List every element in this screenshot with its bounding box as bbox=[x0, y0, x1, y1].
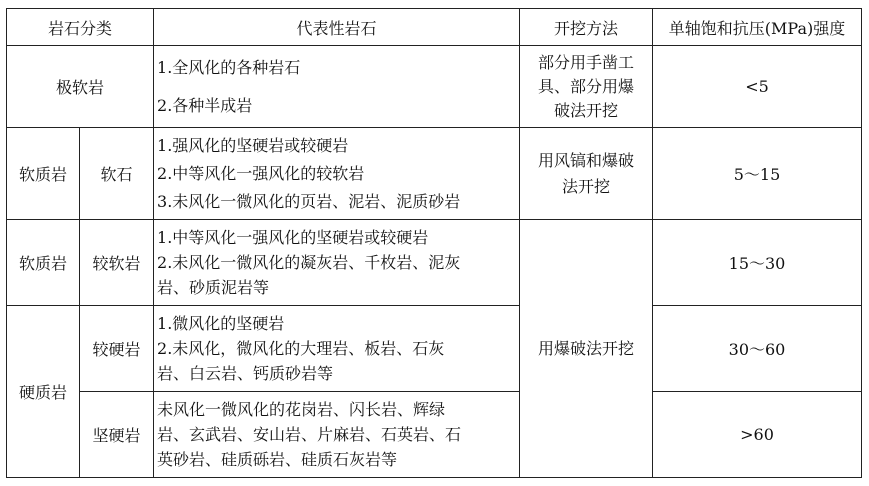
desc-line: 岩、白云岩、钙质砂岩等 bbox=[157, 364, 334, 383]
desc-line: 2.未风化一微风化的凝灰岩、千枚岩、泥灰 bbox=[157, 253, 461, 272]
method-line: 用风镐和爆破 bbox=[538, 150, 635, 170]
rock-subclass-cell: 较软岩 bbox=[80, 220, 154, 306]
header-excavation-method: 开挖方法 bbox=[520, 9, 653, 46]
header-row bbox=[7, 9, 862, 46]
strength-cell: 15～30 bbox=[653, 220, 862, 306]
rock-subclass-cell: 坚硬岩 bbox=[80, 392, 154, 478]
desc-line: 1.微风化的坚硬岩 bbox=[157, 314, 285, 333]
excavation-method-cell bbox=[520, 46, 653, 128]
desc-line: 1.中等风化一强风化的坚硬岩或较硬岩 bbox=[157, 228, 429, 247]
rock-class-cell: 硬质岩 bbox=[7, 306, 80, 478]
table-row bbox=[7, 220, 862, 306]
table-row bbox=[7, 46, 862, 128]
desc-line: 2.各种半成岩 bbox=[157, 95, 253, 115]
rock-class-cell: 软质岩 bbox=[7, 220, 80, 306]
desc-line: 未风化一微风化的花岗岩、闪长岩、辉绿 bbox=[157, 400, 446, 419]
header-rock-class: 岩石分类 bbox=[7, 9, 154, 46]
desc-line: 岩、砂质泥岩等 bbox=[157, 278, 270, 297]
desc-line: 2.中等风化一强风化的较软岩 bbox=[157, 163, 365, 183]
method-line: 破法开挖 bbox=[554, 100, 619, 120]
table-row bbox=[7, 392, 862, 478]
rock-class-cell: 极软岩 bbox=[7, 46, 154, 128]
strength-cell: 30～60 bbox=[653, 306, 862, 392]
table-row bbox=[7, 306, 862, 392]
desc-line: 2.未风化，微风化的大理岩、板岩、石灰 bbox=[157, 339, 445, 358]
representative-rock-cell bbox=[154, 220, 520, 306]
representative-rock-cell bbox=[154, 392, 520, 478]
rock-subclass-cell: 较硬岩 bbox=[80, 306, 154, 392]
table-row bbox=[7, 128, 862, 220]
method-line: 法开挖 bbox=[562, 176, 611, 196]
rock-subclass-cell: 软石 bbox=[80, 128, 154, 220]
method-line: 部分用手凿工 bbox=[538, 52, 635, 72]
strength-cell: 5～15 bbox=[653, 128, 862, 220]
excavation-method-cell bbox=[520, 128, 653, 220]
strength-cell: <5 bbox=[653, 46, 862, 128]
representative-rock-cell bbox=[154, 306, 520, 392]
excavation-method-cell: 用爆破法开挖 bbox=[520, 220, 653, 478]
desc-line: 1.强风化的坚硬岩或较硬岩 bbox=[157, 135, 349, 155]
desc-line: 3.未风化一微风化的页岩、泥岩、泥质砂岩 bbox=[157, 191, 461, 211]
rock-classification-table bbox=[6, 8, 862, 478]
table-wrapper bbox=[6, 8, 862, 478]
strength-cell: >60 bbox=[653, 392, 862, 478]
header-representative-rock: 代表性岩石 bbox=[154, 9, 520, 46]
rock-class-cell: 软质岩 bbox=[7, 128, 80, 220]
desc-line: 岩、玄武岩、安山岩、片麻岩、石英岩、石 bbox=[157, 425, 462, 444]
desc-line: 1.全风化的各种岩石 bbox=[157, 57, 301, 77]
representative-rock-cell bbox=[154, 46, 520, 128]
method-line: 具、部分用爆 bbox=[538, 76, 635, 96]
representative-rock-cell bbox=[154, 128, 520, 220]
header-strength: 单轴饱和抗压(MPa)强度 bbox=[653, 9, 862, 46]
desc-line: 英砂岩、硅质砾岩、硅质石灰岩等 bbox=[157, 450, 398, 469]
